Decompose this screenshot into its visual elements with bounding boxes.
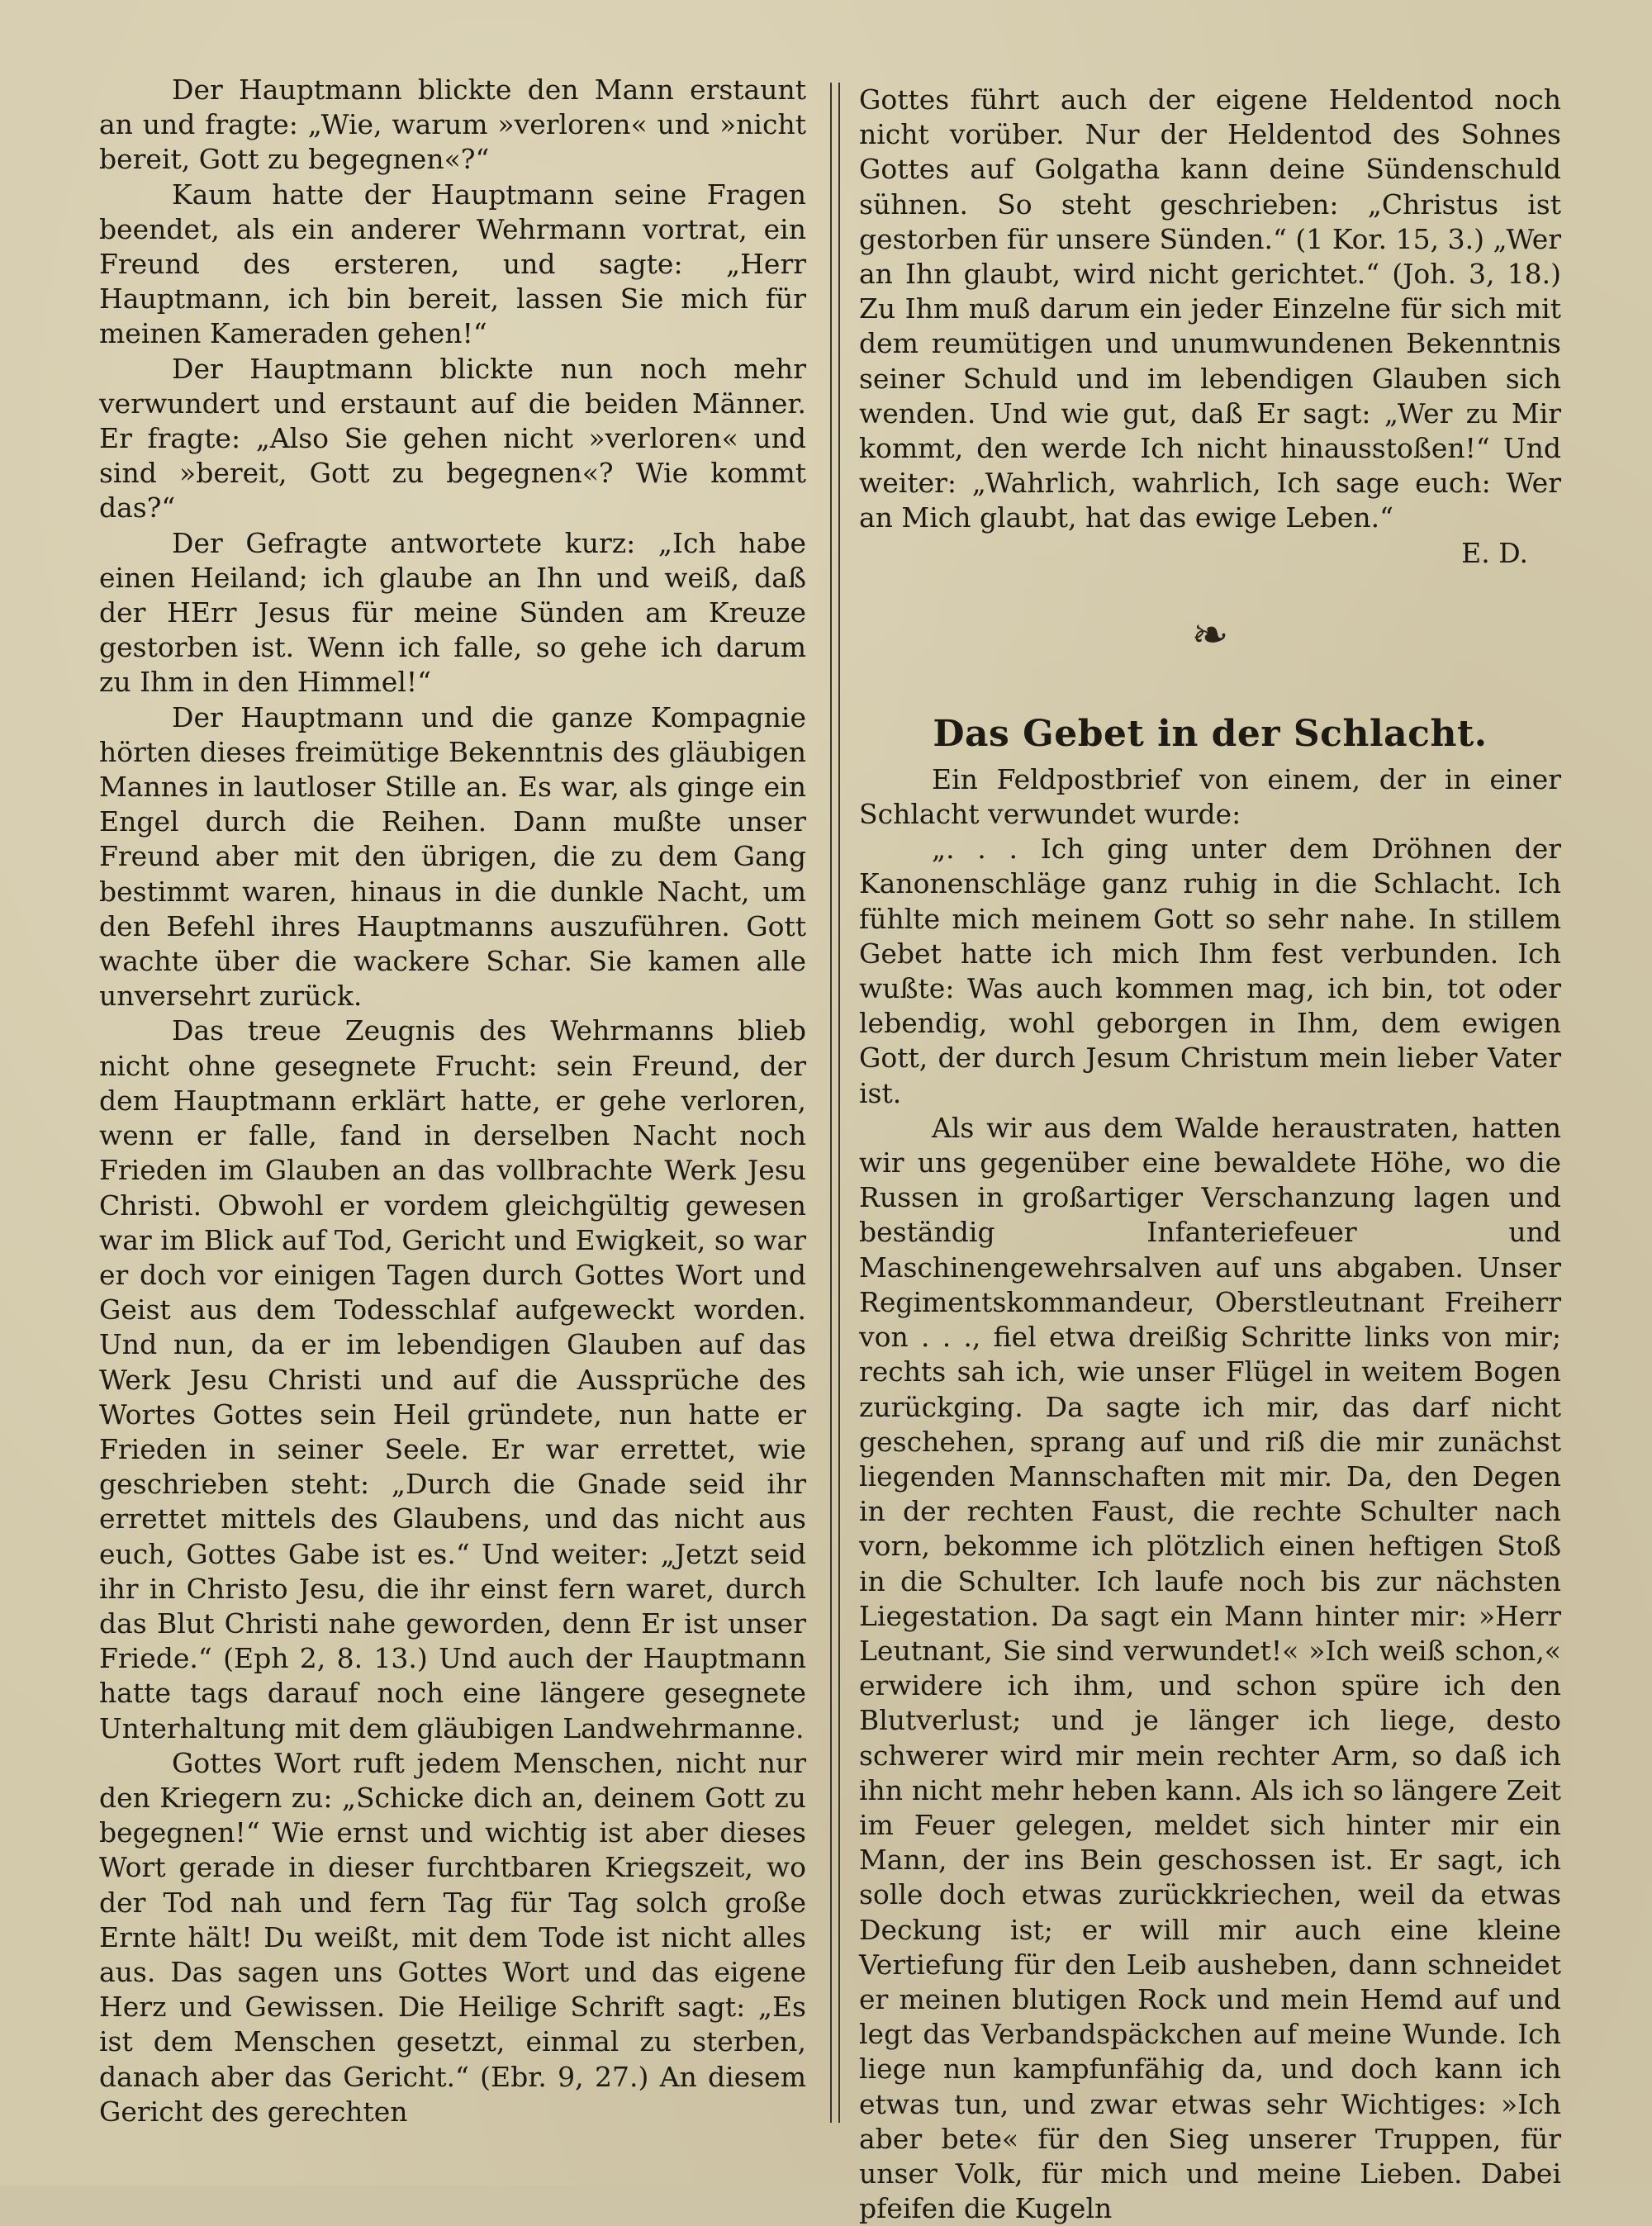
article-title: Das Gebet in der Schlacht. bbox=[933, 712, 1488, 755]
paragraph: Kaum hatte der Hauptmann seine Fragen beendet, als ein anderer Wehrmann vortrat, ein Freund des ersteren, und sagte: „Herr Hauptmann, ich bin bereit, lassen Sie mich für meinen Kameraden gehen!“ bbox=[99, 178, 806, 350]
author-signature: E. D. bbox=[1461, 536, 1528, 569]
left-column bbox=[99, 73, 806, 2129]
paragraph: Der Hauptmann blickte nun noch mehr verwundert und erstaunt auf die beiden Männer. Er fragte: „Also Sie gehen nicht »verloren« und sind »bereit, Gott zu begegnen«? Wie kommt das?“ bbox=[99, 352, 806, 524]
ornament-icon: ❧ bbox=[1191, 608, 1229, 661]
paragraph: Das treue Zeugnis des Wehrmanns blieb nicht ohne gesegnete Frucht: sein Freund, der dem Hauptmann erklärt hatte, er gehe verloren, wenn er falle, fand in derselben Nacht noch Frieden im Glauben an das vollbrachte Werk Jesu Christi. Obwohl er vordem gleichgültig gewesen war im Blick auf Tod, Gericht und Ewigkeit, so war er doch vor einigen Tagen durch Gottes Wort und Geist aus dem Todesschlaf aufgeweckt worden. Und nun, da er im lebendigen Glauben auf das Werk Jesu Christi und auf die Aussprüche des Wortes Gottes sein Heil gründete, nun hatte er Frieden in seiner Seele. Er war errettet, wie geschrieben steht: „Durch die Gnade seid ihr errettet mittels des Glaubens, und das nicht aus euch, Gottes Gabe ist es.“ Und weiter: „Jetzt seid ihr in Christo Jesu, die ihr einst fern waret, durch das Blut Christi nahe geworden, denn Er ist unser Friede.“ (Eph 2, 8. 13.) Und auch der Hauptmann hatte tags darauf noch eine längere gesegnete Unterhaltung mit dem gläubigen Landwehrmanne. bbox=[99, 1014, 806, 1744]
right-column bbox=[859, 83, 1561, 2226]
paragraph: Der Gefragte antwortete kurz: „Ich habe einen Heiland; ich glaube an Ihn und weiß, daß der HErr Jesus für meine Sünden am Kreuze gestorben ist. Wenn ich falle, so gehe ich darum zu Ihm in den Himmel!“ bbox=[99, 526, 806, 699]
paragraph: „. . . Ich ging unter dem Dröhnen der Kanonenschläge ganz ruhig in die Schlacht. Ich fühlte mich meinem Gott so sehr nahe. In stillem Gebet hatte ich mich Ihm fest verbunden. Ich wußte: Was auch kommen mag, ich bin, tot oder lebendig, wohl geborgen in Ihm, dem ewigen Gott, der durch Jesum Christum mein lieber Vater ist. bbox=[859, 833, 1561, 1109]
paragraph: Ein Feldpostbrief von einem, der in einer Schlacht verwundet wurde: bbox=[859, 762, 1561, 831]
paragraph: Der Hauptmann blickte den Mann erstaunt an und fragte: „Wie, warum »verloren« und »nicht bereit, Gott zu begegnen«?“ bbox=[99, 74, 806, 176]
paragraph: Der Hauptmann und die ganze Kompagnie hörten dieses freimütige Bekenntnis des gläubigen Mannes in lautloser Stille an. Es war, als ginge ein Engel durch die Reihen. Dann mußte unser Freund aber mit den übrigen, die zu dem Gang bestimmt waren, hinaus in die dunkle Nacht, um den Befehl ihres Hauptmanns auszuführen. Gott wachte über die wackere Schar. Sie kamen alle unversehrt zurück. bbox=[99, 700, 806, 1013]
paragraph: Als wir aus dem Walde heraustraten, hatten wir uns gegenüber eine bewaldete Höhe, wo die Russen in großartiger Verschanzung lagen und beständig Infanteriefeuer und Maschinengewehrsalven auf uns abgaben. Unser Regimentskommandeur, Oberstleutnant Freiherr von . . ., fiel etwa dreißig Schritte links von mir; rechts sah ich, wie unser Flügel in weitem Bogen zurückging. Da sagte ich mir, das darf nicht geschehen, sprang auf und riß die mir zunächst liegenden Mannschaften mit mir. Da, den Degen in der rechten Faust, die rechte Schulter nach vorn, bekomme ich plötzlich einen heftigen Stoß in die Schulter. Ich laufe noch bis zur nächsten Liegestation. Da sagt ein Mann hinter mir: »Herr Leutnant, Sie sind verwundet!« »Ich weiß schon,« erwidere ich ihm, und schon spüre ich den Blutverlust; und je länger ich liege, desto schwerer wird mir mein rechter Arm, so daß ich ihn nicht mehr heben kann. Als ich so längere Zeit im Feuer gelegen, meldet sich hinter mir ein Mann, der ins Bein geschossen ist. Er sagt, ich solle doch etwas zurückkriechen, weil da etwas Deckung ist; er will mir auch eine kleine Vertiefung für den Leib ausheben, dann schneidet er meinen blutigen Rock und mein Hemd auf und legt das Verbandspäckchen auf meine Wunde. Ich liege nun kampfunfähig da, und doch kann ich etwas tun, und zwar etwas sehr Wichtiges: »Ich aber bete« für den Sieg unserer Truppen, für unser Volk, für mich und meine Lieben. Dabei pfeifen die Kugeln bbox=[859, 1111, 1561, 2225]
column-divider bbox=[830, 83, 840, 2123]
paragraph: Gottes Wort ruft jedem Menschen, nicht nur den Kriegern zu: „Schicke dich an, deinem Gott zu begegnen!“ Wie ernst und wichtig ist aber dieses Wort gerade in dieser furchtbaren Kriegszeit, wo der Tod nah und fern Tag für Tag solch große Ernte hält! Du weißt, mit dem Tode ist nicht alles aus. Das sagen uns Gottes Wort und das eigene Herz und Gewissen. Die Heilige Schrift sagt: „Es ist dem Menschen gesetzt, einmal zu sterben, danach aber das Gericht.“ (Ebr. 9, 27.) An diesem Gericht des gerechten bbox=[99, 1746, 806, 2128]
continuation-paragraph: Gottes führt auch der eigene Heldentod noch nicht vorüber. Nur der Heldentod des Sohnes Gottes auf Golgatha kann deine Sündenschuld sühnen. So steht geschrieben: „Christus ist gestorben für unsere Sünden.“ (1 Kor. 15, 3.) „Wer an Ihn glaubt, wird nicht gerichtet.“ (Joh. 3, 18.) Zu Ihm muß darum ein jeder Einzelne für sich mit dem reumütigen und unumwundenen Bekenntnis seiner Schuld und im lebendigen Glauben sich wenden. Und wie gut, daß Er sagt: „Wer zu Mir kommt, den werde Ich nicht hinausstoßen!“ Und weiter: „Wahrlich, wahrlich, Ich sage euch: Wer an Mich glaubt, hat das ewige Leben.“ bbox=[859, 83, 1561, 534]
